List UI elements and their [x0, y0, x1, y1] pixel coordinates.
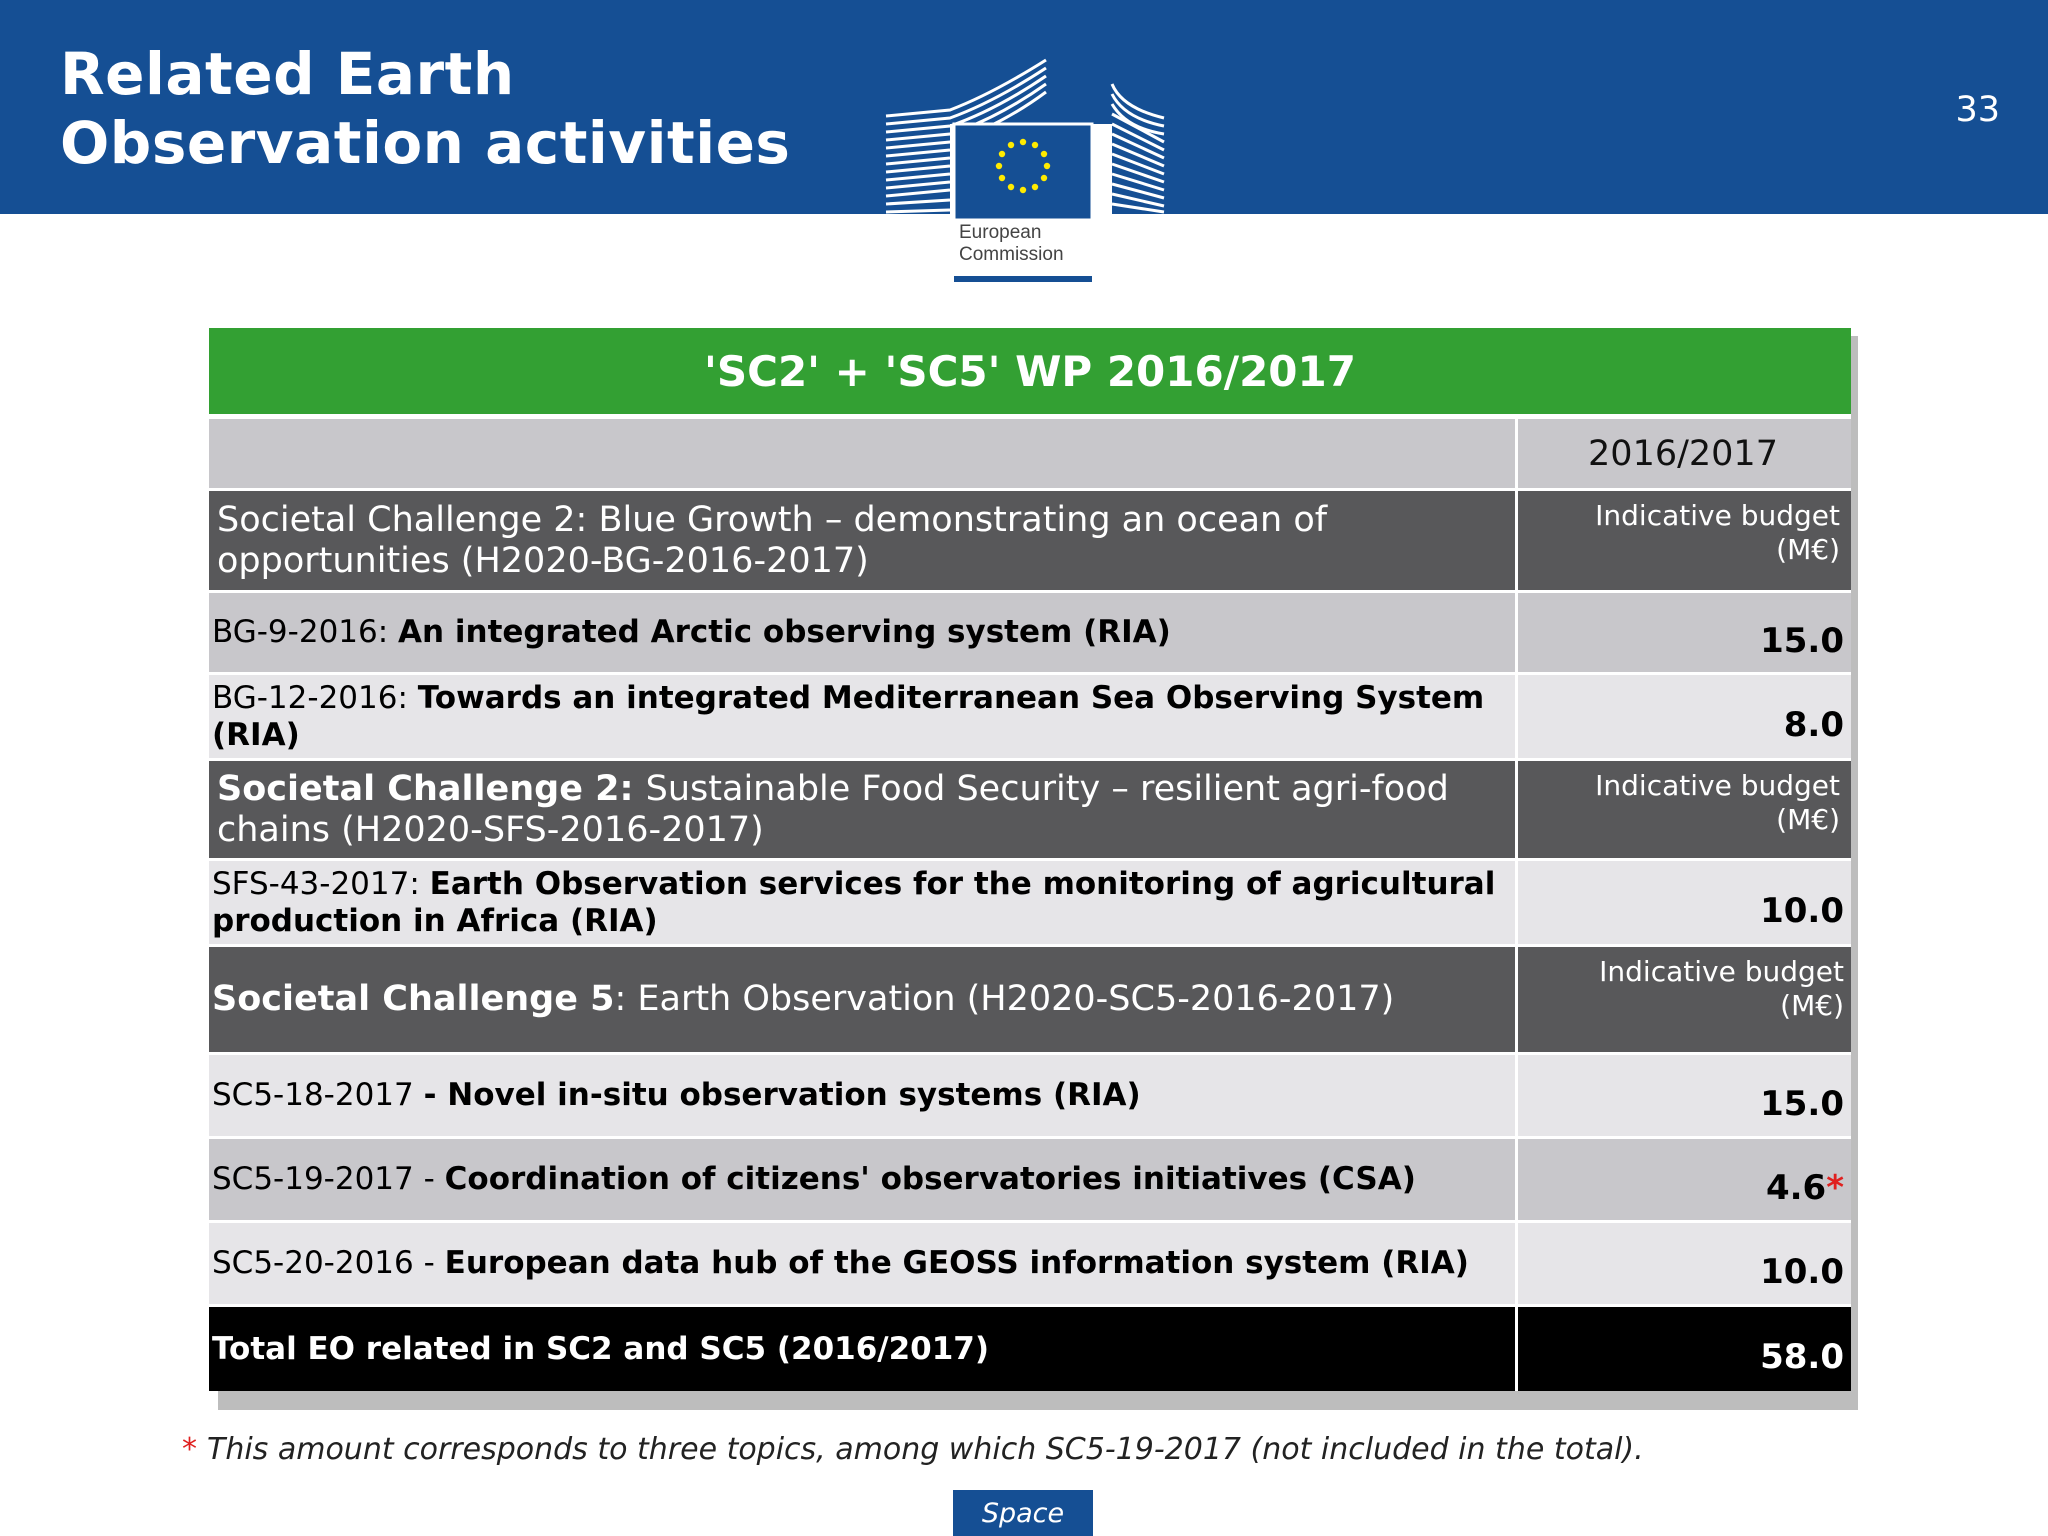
topic-code: BG-12-2016: — [212, 679, 418, 716]
year-row-blank-cell — [209, 419, 1518, 488]
topic-title — [209, 1223, 1518, 1304]
page-title-line1: Related Earth — [60, 40, 515, 108]
topic-name: An integrated Arctic observing system (RIA) — [398, 614, 1171, 650]
topic-budget-value: 15.0 — [1760, 620, 1844, 661]
budget-label-text — [1595, 499, 1840, 567]
budget-label — [1518, 947, 1848, 1052]
topic-row — [209, 1223, 1851, 1307]
budget-label-line1: Indicative budget — [1599, 955, 1844, 988]
challenge-title-text — [217, 769, 1515, 851]
topic-name: Earth Observation services for the monitoring of agricultural production in Africa (RIA) — [212, 865, 1496, 939]
page-number: 33 — [1955, 90, 2000, 130]
budget-label-text — [1599, 955, 1844, 1023]
topic-budget-value: 10.0 — [1760, 1251, 1844, 1292]
topic-name: - Novel in-situ observation systems (RIA) — [423, 1077, 1141, 1113]
table-year-row — [209, 419, 1851, 491]
page-title-line2: Observation activities — [60, 109, 791, 177]
budget-label-line2: (M€) — [1780, 989, 1844, 1022]
budget-label — [1518, 491, 1848, 590]
budget-label-line2: (M€) — [1776, 803, 1840, 836]
topic-title — [209, 675, 1518, 758]
topic-row — [209, 1139, 1851, 1223]
topic-title — [209, 1055, 1518, 1136]
challenge-title — [209, 491, 1518, 590]
budget-label-line1: Indicative budget — [1595, 769, 1840, 802]
challenge-title-rest: : Earth Observation (H2020-SC5-2016-2017) — [614, 979, 1395, 1019]
topic-name: European data hub of the GEOSS information system (RIA) — [444, 1245, 1469, 1281]
budget-label-line1: Indicative budget — [1595, 499, 1840, 532]
footnote-asterisk: * — [182, 1432, 197, 1467]
topic-row — [209, 861, 1851, 947]
space-badge: Space — [953, 1490, 1093, 1536]
logo-text-line1: European — [959, 222, 1042, 243]
topic-title-text — [212, 1077, 1141, 1114]
topic-row — [209, 593, 1851, 675]
challenge-title-text — [217, 500, 1515, 582]
challenge-title — [209, 947, 1518, 1052]
topic-budget-value-cell — [1518, 1139, 1848, 1220]
topic-title-text — [212, 1245, 1469, 1282]
total-label-text: Total EO related in SC2 and SC5 (2016/2017) — [212, 1330, 990, 1367]
topic-row — [209, 1055, 1851, 1139]
topic-code: SFS-43-2017: — [212, 865, 430, 902]
page-title — [60, 40, 790, 178]
challenge-title-rest: Sustainable Food Security – resilient agri-food chains (H2020-SFS-2016-2017) — [217, 768, 1449, 850]
challenge-title — [209, 761, 1518, 858]
topic-name: Coordination of citizens' observatories initiatives (CSA) — [444, 1161, 1416, 1197]
budget-label — [1518, 761, 1848, 858]
topic-budget-value: 8.0 — [1783, 704, 1844, 745]
topic-title-text — [212, 680, 1515, 754]
topic-code: SC5-19-2017 - — [212, 1161, 445, 1197]
logo-text-line2: Commission — [959, 244, 1064, 265]
total-row — [209, 1307, 1851, 1391]
topic-title-text — [212, 614, 1171, 651]
topic-code: SC5-20-2016 - — [212, 1245, 445, 1281]
topic-title-text — [212, 1161, 1416, 1198]
topic-title-text — [212, 866, 1515, 940]
total-value: 58.0 — [1760, 1337, 1844, 1377]
budget-table — [209, 328, 1851, 1391]
asterisk-marker: * — [1826, 1167, 1844, 1208]
topic-budget-value: 10.0 — [1760, 890, 1844, 931]
table-title: 'SC2' + 'SC5' WP 2016/2017 — [209, 328, 1851, 419]
challenge-title-text — [212, 979, 1394, 1020]
topic-row — [209, 675, 1851, 761]
total-label — [209, 1307, 1518, 1391]
footnote-text: This amount corresponds to three topics, among which SC5-19-2017 (not included in the total). — [207, 1432, 1644, 1467]
topic-code: BG-9-2016: — [212, 614, 399, 650]
year-header: 2016/2017 — [1588, 433, 1778, 474]
challenge-title-bold: Societal Challenge 5 — [212, 979, 615, 1019]
logo-text — [959, 222, 1064, 266]
challenge-title-rest: Societal Challenge 2: Blue Growth – demonstrating an ocean of opportunities (H2020-BG-2016-2017) — [217, 499, 1328, 581]
budget-label-line2: (M€) — [1776, 533, 1840, 566]
budget-label-text — [1595, 769, 1840, 837]
topic-title — [209, 861, 1518, 944]
topic-budget-value: 4.6 — [1765, 1167, 1827, 1208]
challenge-title-bold: Societal Challenge 2: — [217, 768, 646, 809]
european-commission-logo — [880, 54, 1220, 286]
topic-title — [209, 1139, 1518, 1220]
topic-budget-value: 15.0 — [1760, 1083, 1844, 1124]
topic-title — [209, 593, 1518, 672]
challenge-row — [209, 761, 1851, 861]
topic-name: Towards an integrated Mediterranean Sea Observing System (RIA) — [212, 679, 1485, 753]
challenge-row — [209, 947, 1851, 1055]
challenge-row — [209, 491, 1851, 593]
footnote — [182, 1432, 1644, 1467]
topic-code: SC5-18-2017 — [212, 1077, 424, 1113]
